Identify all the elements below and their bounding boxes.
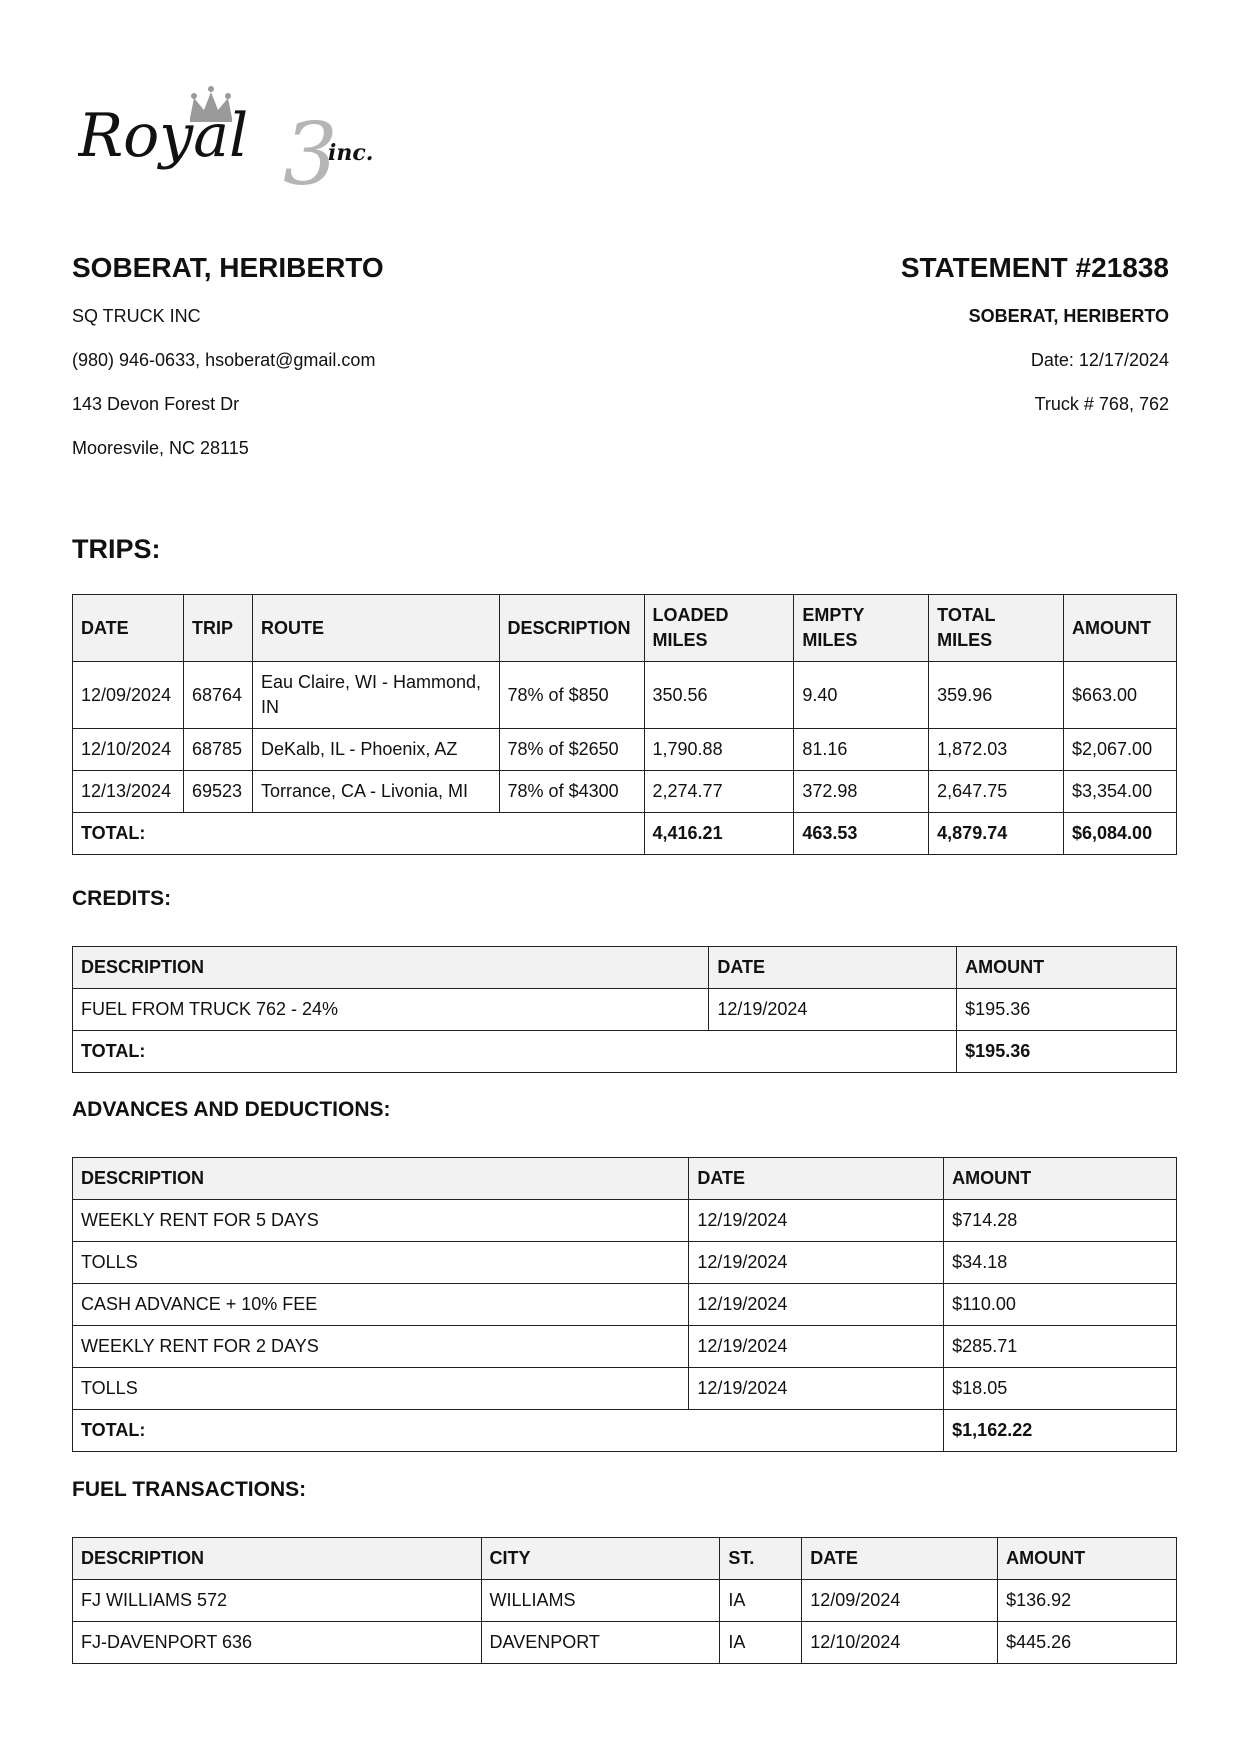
- column-header: EMPTY MILES: [794, 595, 929, 662]
- trip-description: 78% of $2650: [499, 729, 644, 771]
- driver-address-line1: 143 Devon Forest Dr: [72, 394, 240, 414]
- deduction-amount: $110.00: [944, 1284, 1177, 1326]
- trip-number: 68785: [183, 729, 252, 771]
- trip-amount: $2,067.00: [1064, 729, 1177, 771]
- credits-heading: CREDITS:: [72, 887, 172, 910]
- logo-suffix: inc.: [328, 140, 374, 166]
- credits-table: [72, 946, 1177, 1073]
- trip-description: 78% of $850: [499, 662, 644, 729]
- table-row: [73, 1242, 1177, 1284]
- total-label: TOTAL:: [73, 1410, 944, 1452]
- column-header: TRIP: [183, 595, 252, 662]
- table-row: [73, 1326, 1177, 1368]
- deduction-date: 12/19/2024: [689, 1284, 944, 1326]
- deduction-date: 12/19/2024: [689, 1200, 944, 1242]
- total-row: [73, 1410, 1177, 1452]
- column-header: DATE: [709, 947, 957, 989]
- trip-loaded-miles: 1,790.88: [644, 729, 794, 771]
- trip-empty-miles: 81.16: [794, 729, 929, 771]
- statement-date: Date: 12/17/2024: [1030, 350, 1169, 370]
- trip-amount: $663.00: [1064, 662, 1177, 729]
- total-amount: $6,084.00: [1064, 813, 1177, 855]
- column-header: LOADED MILES: [644, 595, 794, 662]
- table-row: [73, 989, 1177, 1031]
- fuel-amount: $445.26: [998, 1622, 1177, 1664]
- logo-numeral: 3: [283, 105, 338, 196]
- fuel-table: [72, 1537, 1177, 1664]
- table-header-row: [73, 595, 1177, 662]
- deduction-description: WEEKLY RENT FOR 5 DAYS: [73, 1200, 689, 1242]
- statement-info: [609, 250, 1169, 426]
- driver-address-line2: Mooresvile, NC 28115: [72, 438, 249, 458]
- trip-total-miles: 359.96: [929, 662, 1064, 729]
- column-header: ROUTE: [252, 595, 499, 662]
- fuel-state: IA: [720, 1580, 802, 1622]
- total-amount: $195.36: [957, 1031, 1177, 1073]
- column-header: CITY: [481, 1538, 720, 1580]
- trip-route: Torrance, CA - Livonia, MI: [252, 771, 499, 813]
- company-logo: [78, 76, 398, 196]
- trip-date: 12/10/2024: [73, 729, 184, 771]
- column-header: DATE: [73, 595, 184, 662]
- fuel-date: 12/09/2024: [802, 1580, 998, 1622]
- column-header: ST.: [720, 1538, 802, 1580]
- total-empty-miles: 463.53: [794, 813, 929, 855]
- table-row: [73, 1200, 1177, 1242]
- driver-name: SOBERAT, HERIBERTO: [72, 252, 384, 283]
- trip-empty-miles: 372.98: [794, 771, 929, 813]
- deductions-heading: ADVANCES AND DEDUCTIONS:: [72, 1098, 391, 1121]
- deductions-table: [72, 1157, 1177, 1452]
- deduction-date: 12/19/2024: [689, 1242, 944, 1284]
- trip-loaded-miles: 2,274.77: [644, 771, 794, 813]
- trip-loaded-miles: 350.56: [644, 662, 794, 729]
- table-header-row: [73, 947, 1177, 989]
- deduction-date: 12/19/2024: [689, 1326, 944, 1368]
- column-header: AMOUNT: [1064, 595, 1177, 662]
- deduction-amount: $34.18: [944, 1242, 1177, 1284]
- trip-total-miles: 2,647.75: [929, 771, 1064, 813]
- trip-date: 12/09/2024: [73, 662, 184, 729]
- column-header: DESCRIPTION: [73, 1158, 689, 1200]
- column-header: DESCRIPTION: [73, 1538, 482, 1580]
- deduction-amount: $285.71: [944, 1326, 1177, 1368]
- deduction-amount: $714.28: [944, 1200, 1177, 1242]
- driver-contact: (980) 946-0633, hsoberat@gmail.com: [72, 350, 376, 370]
- trips-table: [72, 594, 1177, 855]
- trips-heading: TRIPS:: [72, 534, 161, 564]
- table-row: [73, 771, 1177, 813]
- trip-route: Eau Claire, WI - Hammond, IN: [252, 662, 499, 729]
- table-row: [73, 1368, 1177, 1410]
- deduction-date: 12/19/2024: [689, 1368, 944, 1410]
- deduction-amount: $18.05: [944, 1368, 1177, 1410]
- driver-info: [72, 250, 632, 470]
- trip-number: 68764: [183, 662, 252, 729]
- column-header: AMOUNT: [957, 947, 1177, 989]
- table-row: [73, 1622, 1177, 1664]
- column-header: DESCRIPTION: [73, 947, 709, 989]
- column-header: DESCRIPTION: [499, 595, 644, 662]
- table-row: [73, 1580, 1177, 1622]
- total-label: TOTAL:: [73, 813, 645, 855]
- total-row: [73, 813, 1177, 855]
- column-header: DATE: [689, 1158, 944, 1200]
- trip-total-miles: 1,872.03: [929, 729, 1064, 771]
- credit-amount: $195.36: [957, 989, 1177, 1031]
- driver-company: SQ TRUCK INC: [72, 306, 201, 326]
- trip-date: 12/13/2024: [73, 771, 184, 813]
- total-amount: $1,162.22: [944, 1410, 1177, 1452]
- table-row: [73, 1284, 1177, 1326]
- deduction-description: TOLLS: [73, 1242, 689, 1284]
- trip-description: 78% of $4300: [499, 771, 644, 813]
- trip-empty-miles: 9.40: [794, 662, 929, 729]
- fuel-city: WILLIAMS: [481, 1580, 720, 1622]
- total-total-miles: 4,879.74: [929, 813, 1064, 855]
- statement-name: SOBERAT, HERIBERTO: [968, 306, 1169, 326]
- deduction-description: CASH ADVANCE + 10% FEE: [73, 1284, 689, 1326]
- fuel-state: IA: [720, 1622, 802, 1664]
- deduction-description: WEEKLY RENT FOR 2 DAYS: [73, 1326, 689, 1368]
- credit-description: FUEL FROM TRUCK 762 - 24%: [73, 989, 709, 1031]
- deduction-description: TOLLS: [73, 1368, 689, 1410]
- credit-date: 12/19/2024: [709, 989, 957, 1031]
- table-header-row: [73, 1538, 1177, 1580]
- trip-route: DeKalb, IL - Phoenix, AZ: [252, 729, 499, 771]
- column-header: TOTAL MILES: [929, 595, 1064, 662]
- column-header: AMOUNT: [944, 1158, 1177, 1200]
- fuel-date: 12/10/2024: [802, 1622, 998, 1664]
- column-header: DATE: [802, 1538, 998, 1580]
- table-row: [73, 662, 1177, 729]
- column-header: AMOUNT: [998, 1538, 1177, 1580]
- total-label: TOTAL:: [73, 1031, 957, 1073]
- fuel-amount: $136.92: [998, 1580, 1177, 1622]
- fuel-description: FJ-DAVENPORT 636: [73, 1622, 482, 1664]
- table-row: [73, 729, 1177, 771]
- fuel-city: DAVENPORT: [481, 1622, 720, 1664]
- trip-number: 69523: [183, 771, 252, 813]
- fuel-heading: FUEL TRANSACTIONS:: [72, 1478, 307, 1501]
- total-row: [73, 1031, 1177, 1073]
- statement-title: STATEMENT #21838: [900, 252, 1169, 283]
- trip-amount: $3,354.00: [1064, 771, 1177, 813]
- logo-wordmark: Royal: [78, 101, 249, 171]
- total-loaded-miles: 4,416.21: [644, 813, 794, 855]
- table-header-row: [73, 1158, 1177, 1200]
- statement-truck: Truck # 768, 762: [1034, 394, 1169, 414]
- fuel-description: FJ WILLIAMS 572: [73, 1580, 482, 1622]
